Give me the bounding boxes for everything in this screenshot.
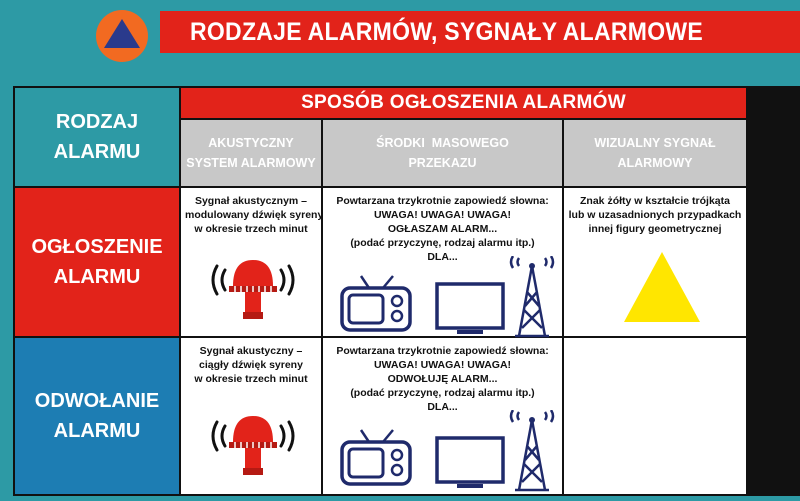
column-header-visual [564,120,746,186]
siren-icon [203,404,303,484]
cell-text-line: Sygnał akustycznym – [194,195,308,207]
group-header: SPOSÓB OGŁOSZENIA ALARMÓW [181,88,746,118]
antenna-mast-icon [509,410,555,492]
yellow-triangle-icon [622,252,702,322]
cell-cancellation-media [323,338,562,494]
antenna-mast-icon [509,256,555,338]
cell-text-line: ciągły dźwięk syreny [199,359,303,371]
cell-text-line: Sygnał akustyczny – [199,345,303,357]
cell-cancellation-visual [564,338,746,494]
column-header-line: ALARMOWY [617,156,693,170]
cell-text-line: ODWOŁUJĘ ALARM... [387,373,498,385]
cell-text-line: (podać przyczynę, rodzaj alarmu itp.) [350,237,535,249]
column-header-acoustic [181,120,321,186]
civil-defense-logo-icon [96,10,148,62]
title-banner [160,11,800,53]
cell-announcement-media [323,188,562,336]
corner-header [15,88,179,186]
row-header-announcement [15,188,179,336]
cell-text-line: DLA... [427,251,458,263]
column-header-line: PRZEKAZU [408,156,477,170]
column-header-line: AKUSTYCZNY [208,136,294,150]
row-header-line: ALARMU [53,420,141,442]
cell-text-line: innej figury geometrycznej [588,223,722,235]
cell-announcement-acoustic [181,188,324,336]
column-header-line: ŚRODKI MASOWEGO [376,136,509,150]
radio-icon [339,428,413,488]
cell-text-line: UWAGA! UWAGA! UWAGA! [373,359,512,371]
page-title: RODZAJE ALARMÓW, SYGNAŁY ALARMOWE [190,18,703,46]
column-header-line: SYSTEM ALARMOWY [186,156,316,170]
cell-text-line: w okresie trzech minut [194,223,308,235]
row-header-cancellation [15,338,179,494]
column-header-line: WIZUALNY SYGNAŁ [594,136,716,150]
cell-text-line: w okresie trzech minut [194,373,308,385]
row-header-line: OGŁOSZENIE [31,236,163,258]
cell-text-line: Powtarzana trzykrotnie zapowiedź słowna: [336,195,549,207]
alarm-table [13,86,800,496]
cell-text-line: DLA... [427,401,458,413]
corner-header-line: ALARMU [53,141,141,163]
cell-cancellation-acoustic [181,338,321,494]
cell-text-line: modulowany dźwięk syreny [185,209,324,221]
corner-header-line: RODZAJ [55,111,139,133]
tv-icon [435,282,505,338]
cell-text-line: Powtarzana trzykrotnie zapowiedź słowna: [336,345,549,357]
radio-icon [339,274,413,334]
column-header-media [323,120,562,186]
row-header-line: ODWOŁANIE [34,390,160,412]
cell-text-line: lub w uzasadnionych przypadkach [568,209,742,221]
cell-text-line: OGŁASZAM ALARM... [387,223,498,235]
cell-text-line: UWAGA! UWAGA! UWAGA! [373,209,512,221]
cell-text-line: Znak żółty w kształcie trójkąta [580,195,730,207]
siren-icon [203,248,303,328]
cell-text-line: (podać przyczynę, rodzaj alarmu itp.) [350,387,535,399]
tv-icon [435,436,505,492]
cell-announcement-visual [564,188,746,336]
row-header-line: ALARMU [53,266,141,288]
